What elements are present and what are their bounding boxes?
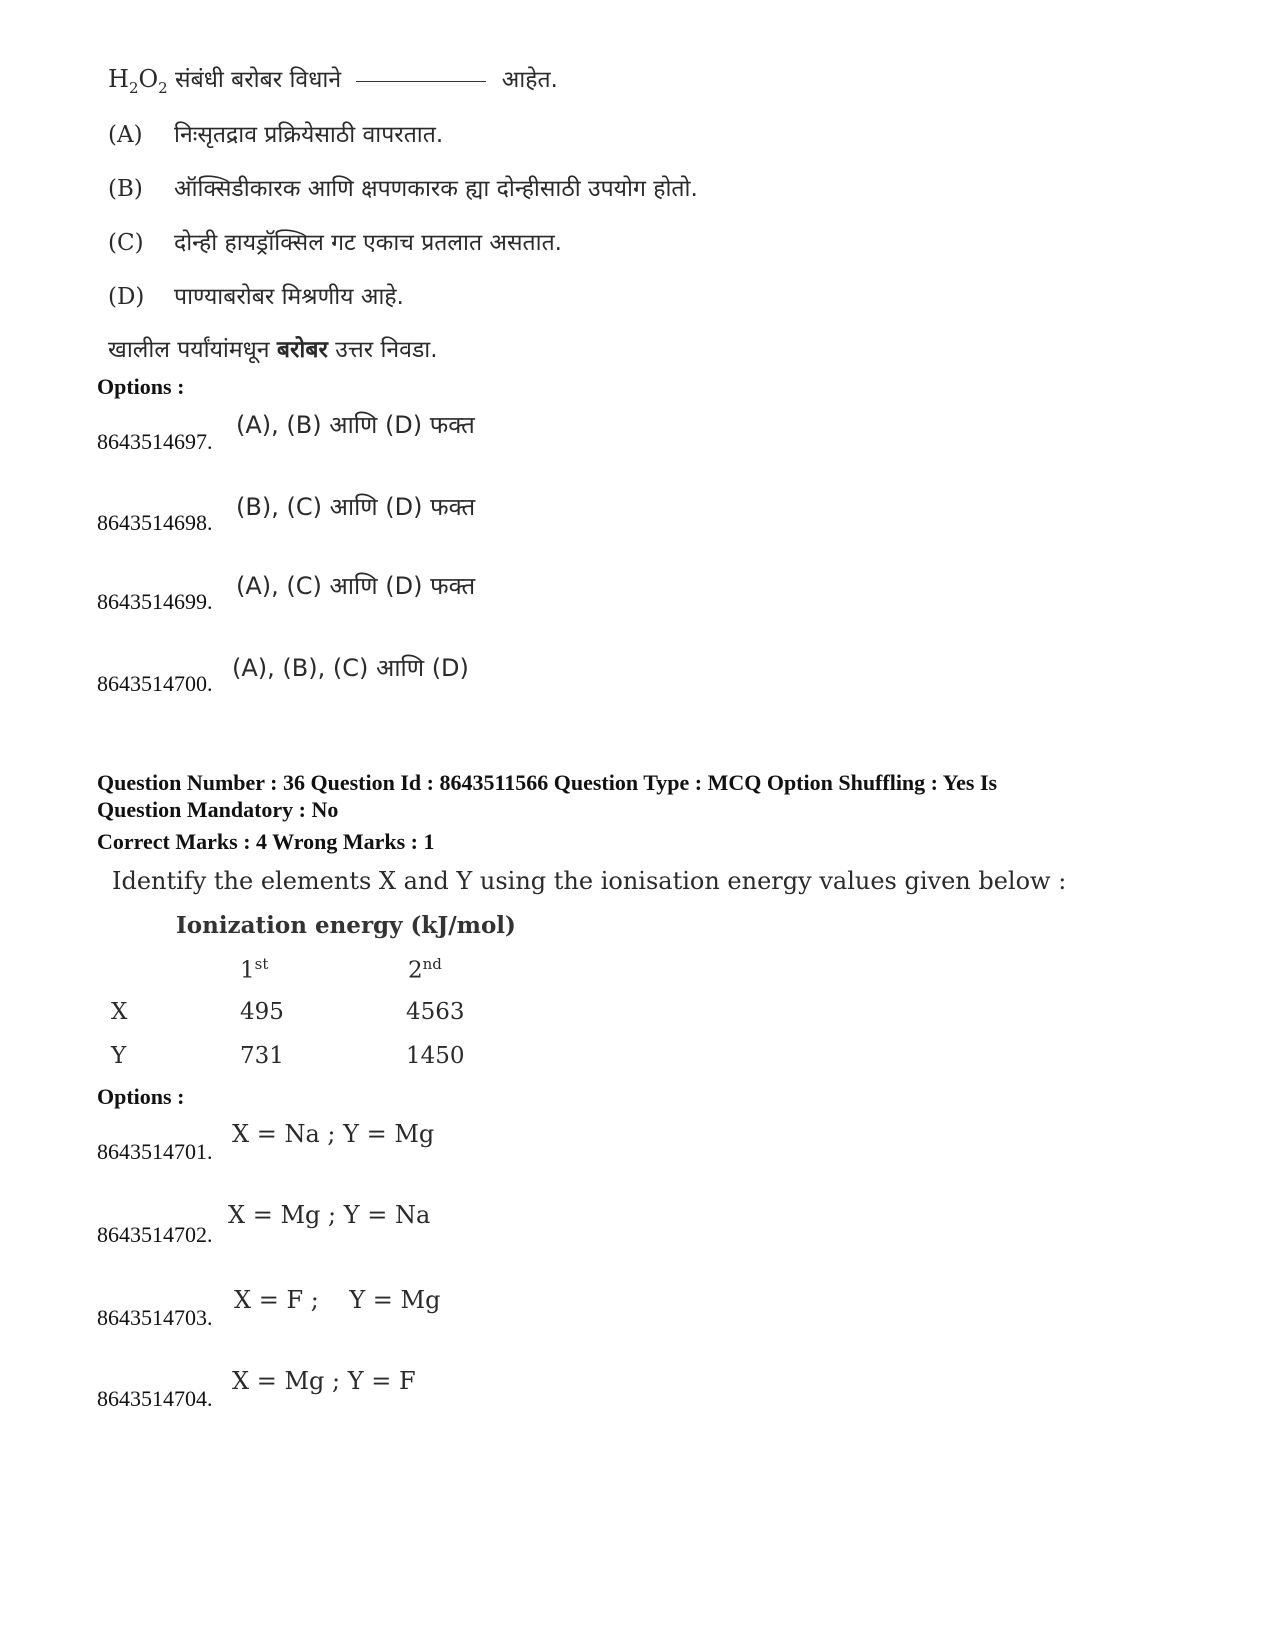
instruction: खालील पर्यांयांमधून बरोबर उत्तर निवडा. [108,337,438,363]
col-header-first: 1st [240,955,269,984]
option-id: 8643514702. [97,1222,213,1247]
option-id: 8643514704. [97,1386,213,1411]
option-text[interactable]: (A), (B) आणि (D) फक्त [236,411,475,439]
row-y-second: 1450 [406,1043,465,1069]
statement-d: (D) पाण्याबरोबर मिश्रणीय आहे. [108,284,404,310]
option-id: 8643514700. [97,671,213,696]
question-36-header-line2: Question Mandatory : No [97,797,339,822]
option-id: 8643514698. [97,510,213,535]
option-id: 8643514701. [97,1139,213,1164]
option-text[interactable]: (B), (C) आणि (D) फक्त [236,493,476,521]
h2o2-formula: $H_2O_2$ [108,65,168,97]
table-title: Ionization energy (kJ/mol) [176,912,516,939]
question-36-header-line1: Question Number : 36 Question Id : 8643511566 Question Type : MCQ Option Shuffling : Yes Is [97,770,998,795]
option-text[interactable]: (A), (B), (C) आणि (D) [232,654,469,682]
option-text[interactable]: X = Na ; Y = Mg [232,1120,435,1148]
question-36-marks: Correct Marks : 4 Wrong Marks : 1 [97,829,435,854]
row-x-first: 495 [240,999,284,1025]
option-text[interactable]: (A), (C) आणि (D) फक्त [236,572,476,600]
row-y-element: Y [111,1043,127,1069]
option-id: 8643514697. [97,429,213,454]
option-id: 8643514699. [97,589,213,614]
statement-c: (C) दोन्ही हायड्रॉक्सिल गट एकाच प्रतलात असतात. [108,230,562,256]
statement-b: (B) ऑक्सिडीकारक आणि क्षपणकारक ह्या दोन्हीसाठी उपयोग होतो. [108,176,698,202]
option-text[interactable]: X = Mg ; Y = F [232,1367,416,1395]
option-text[interactable]: X = F ; Y = Mg [234,1286,441,1314]
question-36-text: Identify the elements X and Y using the ionisation energy values given below : [112,867,1067,895]
row-x-element: X [111,999,128,1025]
col-header-second: 2nd [408,955,442,984]
option-text[interactable]: X = Mg ; Y = Na [228,1201,431,1229]
row-x-second: 4563 [406,999,465,1025]
question-35-stem: $H_2O_2$ संबंधी बरोबर विधाने आहेत. [108,65,558,97]
options-label-q36: Options : [97,1084,185,1109]
statement-a: (A) निःसृतद्राव प्रक्रियेसाठी वापरतात. [108,122,444,148]
options-label-q35: Options : [97,374,185,399]
option-id: 8643514703. [97,1305,213,1330]
row-y-first: 731 [240,1043,284,1069]
answer-blank [356,80,486,82]
